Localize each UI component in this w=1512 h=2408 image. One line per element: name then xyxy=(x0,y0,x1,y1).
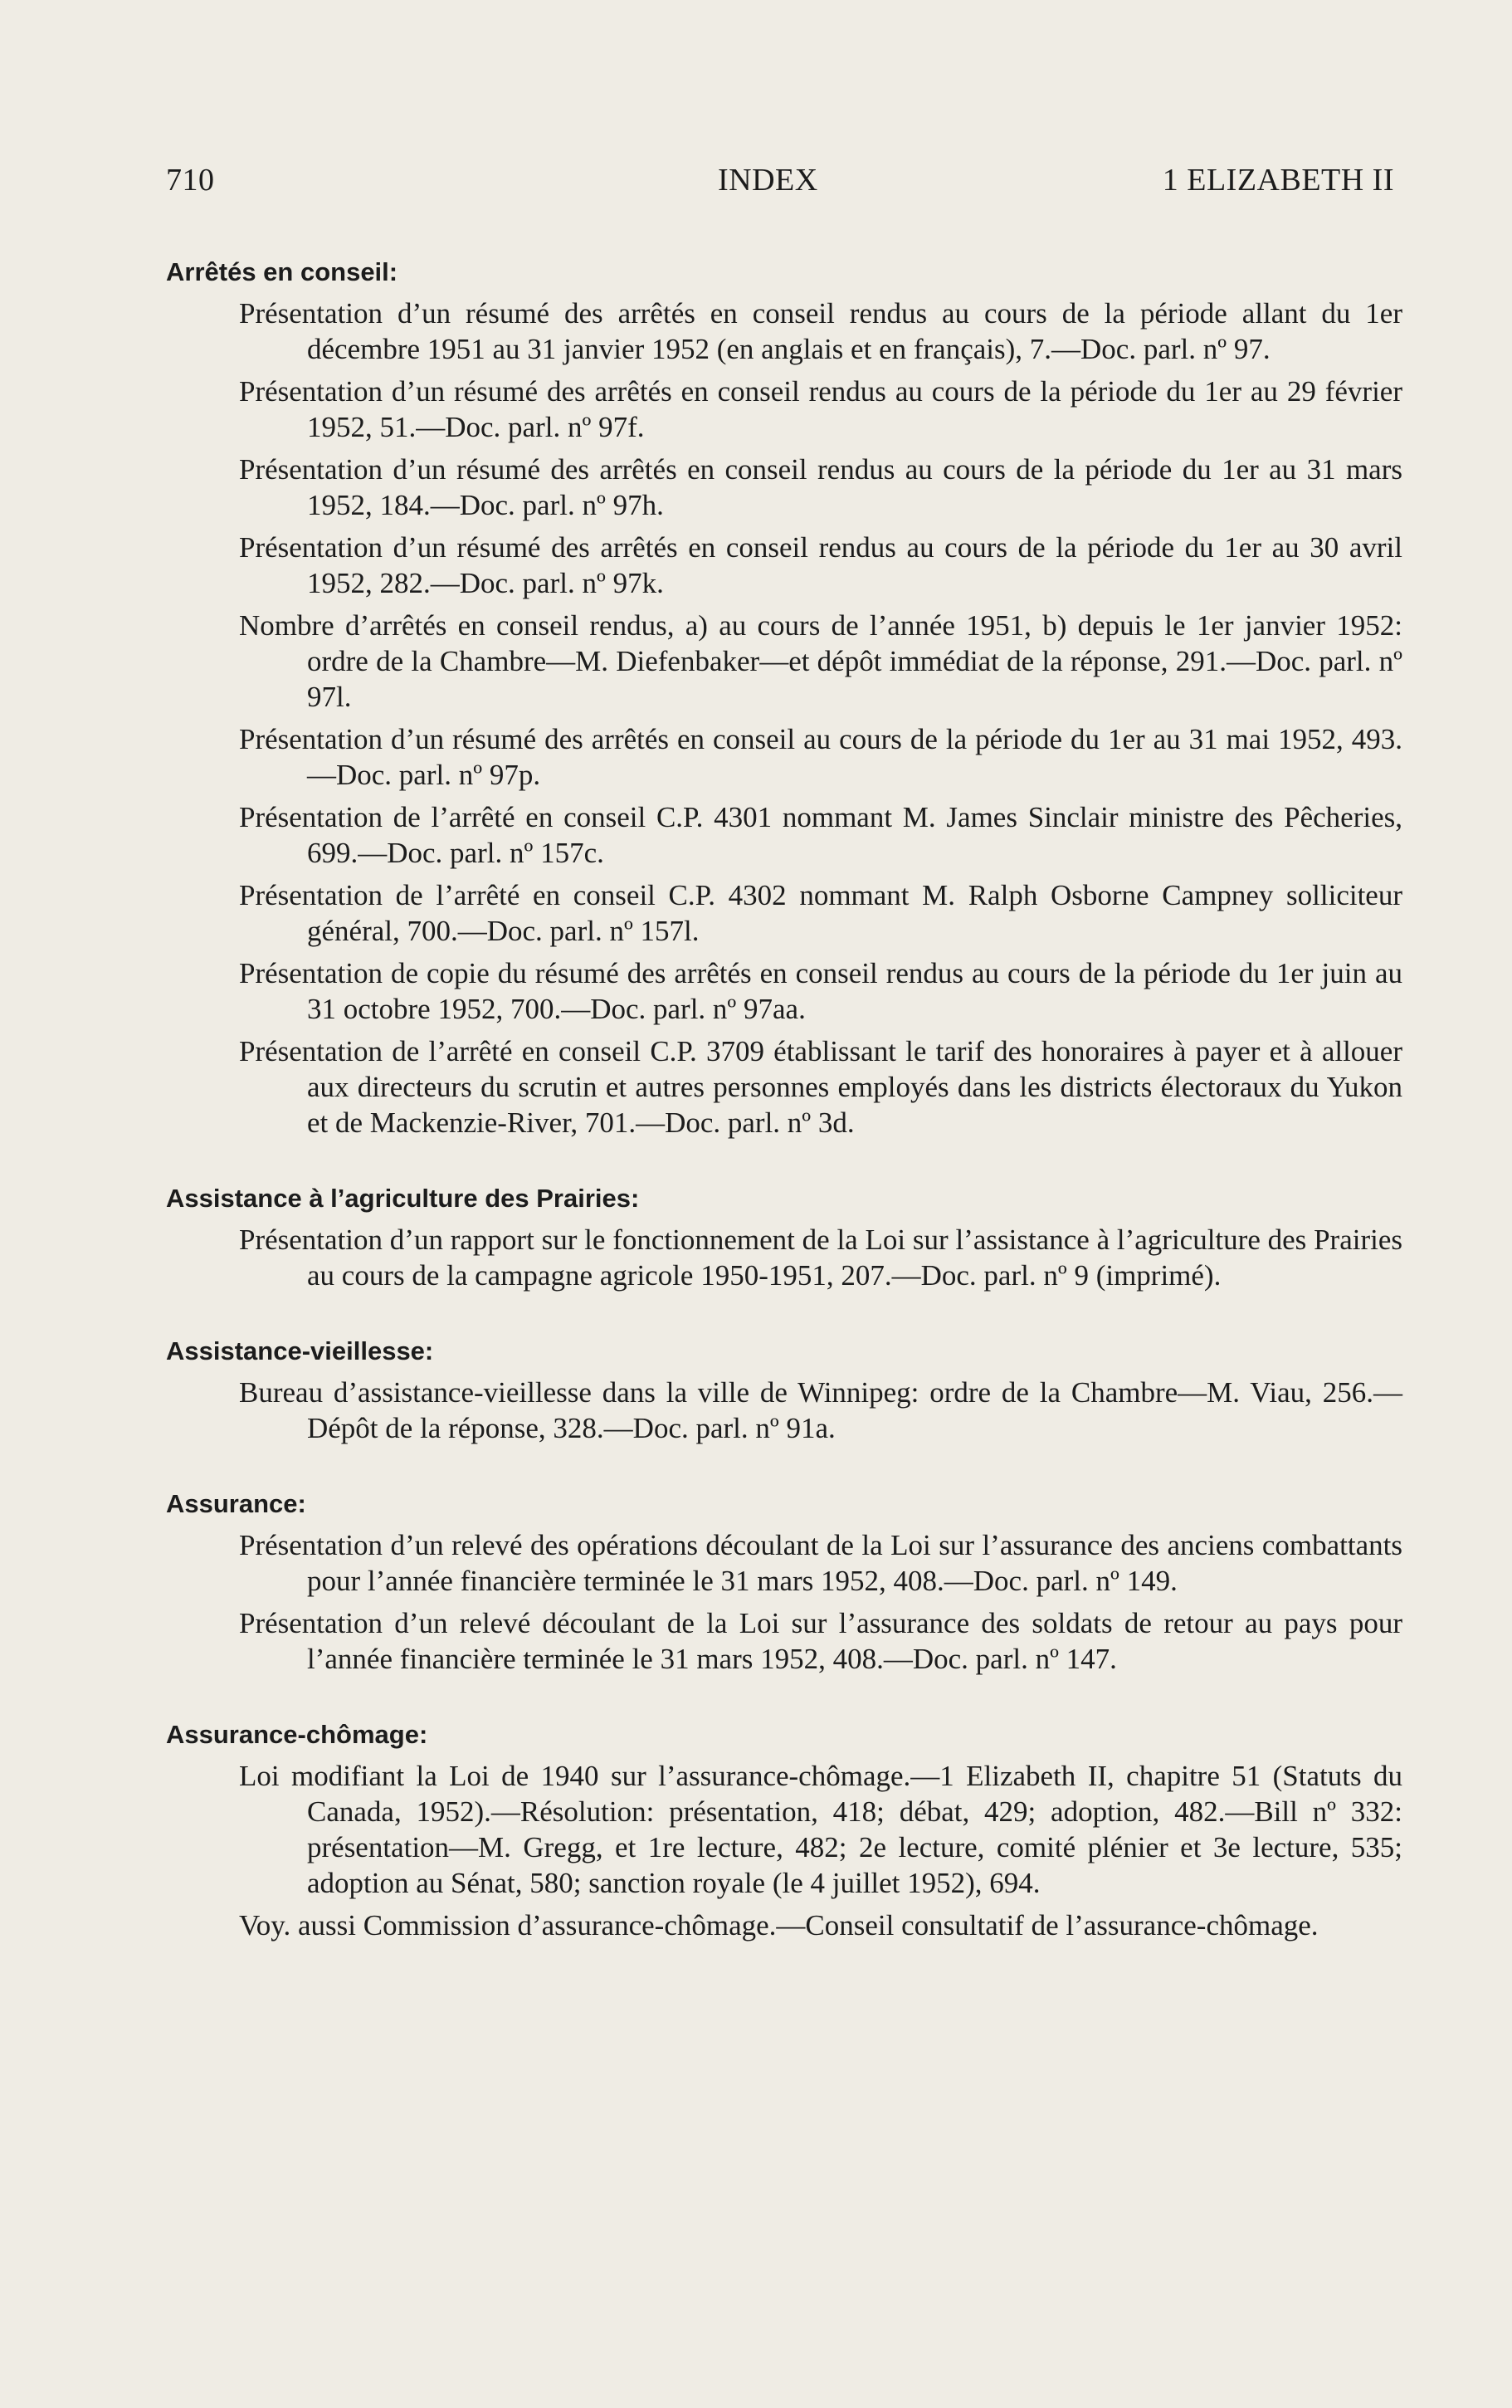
index-entry: Présentation de l’arrêté en conseil C.P. 4301 nommant M. James Sinclair ministre des Pêcheries, 699.—Doc. parl. nº 157c. xyxy=(239,801,1402,869)
section-heading: Assistance-vieillesse: xyxy=(166,1336,434,1365)
index-entry: Présentation de copie du résumé des arrêtés en conseil rendus au cours de la période du 1er juin au 31 octobre 1952, 700.—Doc. parl. nº 97aa. xyxy=(239,957,1402,1025)
index-content xyxy=(166,257,1402,1986)
index-entry: Bureau d’assistance-vieillesse dans la ville de Winnipeg: ordre de la Chambre—M. Viau, 256.—Dépôt de la réponse, 328.—Doc. parl. nº 91a. xyxy=(239,1376,1402,1444)
index-entry: Nombre d’arrêtés en conseil rendus, a) au cours de l’année 1951, b) depuis le 1er janvier 1952: ordre de la Chambre—M. Diefenbaker—et dépôt immédiat de la réponse, 291.—Doc. parl. nº 97l. xyxy=(239,609,1402,713)
index-entry: Présentation d’un résumé des arrêtés en conseil au cours de la période du 1er au 31 mai 1952, 493.—Doc. parl. nº 97p. xyxy=(239,723,1402,791)
section-heading: Arrêtés en conseil: xyxy=(166,257,398,286)
index-entry: Présentation de l’arrêté en conseil C.P. 3709 établissant le tarif des honoraires à payer et à allouer aux directeurs du scrutin et autres personnes employés dans les districts électoraux du Yukon et de Mackenzie-River, 701.—Doc. parl. nº 3d. xyxy=(239,1035,1402,1139)
section-heading: Assistance à l’agriculture des Prairies: xyxy=(166,1184,640,1213)
index-section xyxy=(166,1489,1402,1677)
index-entry: Présentation d’un rapport sur le fonctionnement de la Loi sur l’assistance à l’agriculture des Prairies au cours de la campagne agricole 1950-1951, 207.—Doc. parl. nº 9 (imprimé). xyxy=(239,1224,1402,1292)
section-heading: Assurance-chômage: xyxy=(166,1720,428,1749)
index-entry: Présentation d’un relevé découlant de la Loi sur l’assurance des soldats de retour au pays pour l’année financière terminée le 31 mars 1952, 408.—Doc. parl. nº 147. xyxy=(239,1607,1402,1675)
index-entry: Présentation d’un résumé des arrêtés en conseil rendus au cours de la période du 1er au 30 avril 1952, 282.—Doc. parl. nº 97k. xyxy=(239,531,1402,599)
page-title: INDEX xyxy=(718,163,818,198)
reign-label: 1 ELIZABETH II xyxy=(1162,163,1394,198)
index-section xyxy=(166,1336,1402,1446)
index-entry: Présentation d’un relevé des opérations découlant de la Loi sur l’assurance des anciens combattants pour l’année financière terminée le 31 mars 1952, 408.—Doc. parl. nº 149. xyxy=(239,1529,1402,1597)
index-section xyxy=(166,1184,1402,1293)
index-entry: Présentation de l’arrêté en conseil C.P. 4302 nommant M. Ralph Osborne Campney solliciteur général, 700.—Doc. parl. nº 157l. xyxy=(239,879,1402,947)
index-section xyxy=(166,1720,1402,1943)
page-number: 710 xyxy=(166,163,215,198)
index-entry: Loi modifiant la Loi de 1940 sur l’assurance-chômage.—1 Elizabeth II, chapitre 51 (Statuts du Canada, 1952).—Résolution: présentation, 418; débat, 429; adoption, 482.—Bill nº 332: présentation—M. Gregg, et 1re lecture, 482; 2e lecture, comité plénier et 3e lecture, 535; adoption au Sénat, 580; sanction royale (le 4 juillet 1952), 694. xyxy=(239,1760,1402,1899)
index-entry: Présentation d’un résumé des arrêtés en conseil rendus au cours de la période allant du 1er décembre 1951 au 31 janvier 1952 (en anglais et en français), 7.—Doc. parl. nº 97. xyxy=(239,297,1402,365)
cross-reference: Voy. aussi Commission d’assurance-chômage.—Conseil consultatif de l’assurance-chômage. xyxy=(239,1909,1319,1942)
index-entry: Présentation d’un résumé des arrêtés en conseil rendus au cours de la période du 1er au 31 mars 1952, 184.—Doc. parl. nº 97h. xyxy=(239,453,1402,521)
index-entry: Présentation d’un résumé des arrêtés en conseil rendus au cours de la période du 1er au 29 février 1952, 51.—Doc. parl. nº 97f. xyxy=(239,375,1402,443)
index-section xyxy=(166,257,1402,1141)
section-heading: Assurance: xyxy=(166,1489,306,1518)
